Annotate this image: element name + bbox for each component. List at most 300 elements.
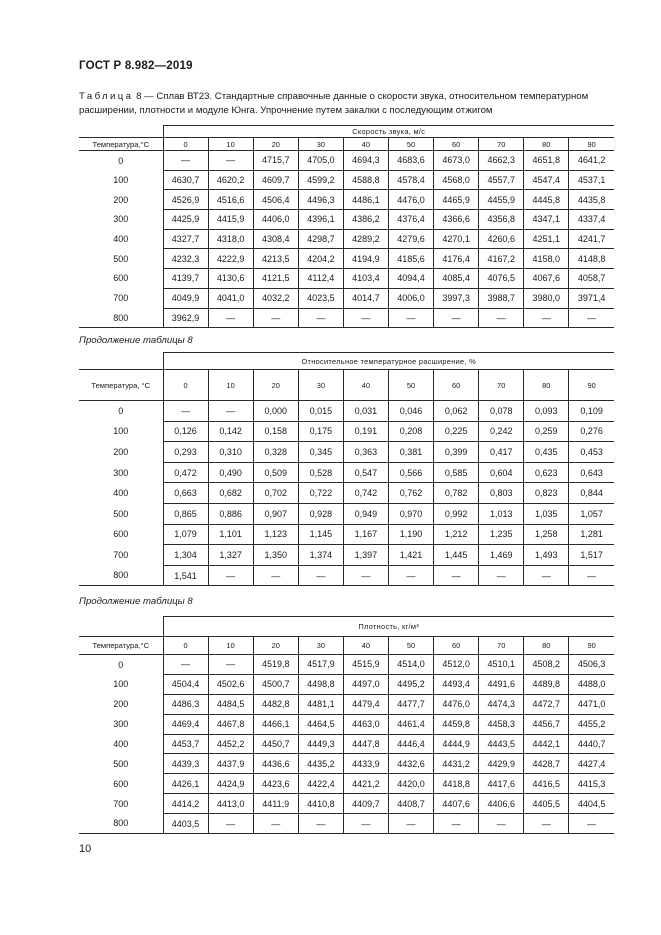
value-cell: 4455,9 [479, 190, 524, 210]
value-cell: 0,604 [479, 462, 524, 483]
value-cell: 1,212 [434, 524, 479, 545]
value-cell: 0,142 [208, 421, 253, 442]
value-cell: 4466,1 [253, 714, 298, 734]
temperature-cell: 600 [79, 269, 163, 289]
value-cell: 4426,1 [163, 774, 208, 794]
value-cell: 4415,9 [208, 210, 253, 230]
value-cell: 4413,0 [208, 794, 253, 814]
column-header: 80 [524, 637, 569, 655]
value-cell: — [388, 308, 433, 328]
value-cell: 4519,8 [253, 655, 298, 675]
value-cell: 4620,2 [208, 170, 253, 190]
column-header: 60 [434, 637, 479, 655]
value-cell: — [298, 814, 343, 834]
table-row [79, 401, 614, 422]
value-cell: 4158,0 [524, 249, 569, 269]
value-cell: 4427,4 [569, 754, 614, 774]
temperature-cell: 300 [79, 714, 163, 734]
table-row [79, 229, 614, 249]
density-table [79, 616, 614, 834]
value-cell: 1,057 [569, 503, 614, 524]
value-cell: 4006,0 [388, 288, 433, 308]
table-row [79, 421, 614, 442]
value-cell: 0,823 [524, 483, 569, 504]
value-cell: — [208, 401, 253, 422]
title-corner-cell [79, 617, 163, 637]
value-cell: — [208, 655, 253, 675]
value-cell: — [208, 814, 253, 834]
value-cell: 4488,0 [569, 674, 614, 694]
column-header: 30 [298, 138, 343, 151]
value-cell: 4167,2 [479, 249, 524, 269]
temperature-cell: 400 [79, 229, 163, 249]
value-cell: 0,328 [253, 442, 298, 463]
value-cell: 1,013 [479, 503, 524, 524]
table-caption [79, 90, 614, 118]
title-corner-cell [79, 353, 163, 370]
value-cell: 4568,0 [434, 170, 479, 190]
value-cell: 4103,4 [343, 269, 388, 289]
column-header: 90 [569, 138, 614, 151]
value-cell: 3988,7 [479, 288, 524, 308]
value-cell: 4049,9 [163, 288, 208, 308]
value-cell: 4482,8 [253, 694, 298, 714]
value-cell: 4023,5 [298, 288, 343, 308]
temperature-cell: 700 [79, 545, 163, 566]
value-cell: 4486,3 [163, 694, 208, 714]
value-cell: 4515,9 [343, 655, 388, 675]
temperature-header: Температура,°С [79, 637, 163, 655]
value-cell: 4405,5 [524, 794, 569, 814]
value-cell: 0,844 [569, 483, 614, 504]
value-cell: — [208, 151, 253, 171]
value-cell: 4408,7 [388, 794, 433, 814]
column-header: 10 [208, 370, 253, 401]
value-cell: 3962,9 [163, 308, 208, 328]
value-cell: 4041,0 [208, 288, 253, 308]
value-cell: 4464,5 [298, 714, 343, 734]
value-cell: 0,762 [388, 483, 433, 504]
table-row [79, 210, 614, 230]
value-cell: 4185,6 [388, 249, 433, 269]
value-cell: 4308,4 [253, 229, 298, 249]
temperature-cell: 400 [79, 483, 163, 504]
value-cell: 0,126 [163, 421, 208, 442]
value-cell: 0,528 [298, 462, 343, 483]
value-cell: 4472,7 [524, 694, 569, 714]
value-cell: 0,453 [569, 442, 614, 463]
value-cell: 4516,6 [208, 190, 253, 210]
value-cell: 0,259 [524, 421, 569, 442]
value-cell: 0,585 [434, 462, 479, 483]
value-cell: 1,035 [524, 503, 569, 524]
value-cell: — [253, 814, 298, 834]
column-header: 10 [208, 138, 253, 151]
value-cell: 1,079 [163, 524, 208, 545]
value-cell: 4578,4 [388, 170, 433, 190]
value-cell: 4423,6 [253, 774, 298, 794]
value-cell: 4409,7 [343, 794, 388, 814]
value-cell: — [569, 814, 614, 834]
temperature-cell: 0 [79, 151, 163, 171]
value-cell: 4439,3 [163, 754, 208, 774]
value-cell: — [253, 308, 298, 328]
value-cell: 0,046 [388, 401, 433, 422]
column-header: 0 [163, 370, 208, 401]
value-cell: 4435,8 [569, 190, 614, 210]
value-cell: 0,509 [253, 462, 298, 483]
sound-speed-table [79, 125, 614, 328]
value-cell: 0,722 [298, 483, 343, 504]
value-cell: 0,782 [434, 483, 479, 504]
table-row [79, 774, 614, 794]
value-cell: 0,928 [298, 503, 343, 524]
table-row [79, 565, 614, 586]
temperature-header: Температура, °С [79, 370, 163, 401]
temperature-cell: 200 [79, 694, 163, 714]
value-cell: 4495,2 [388, 674, 433, 694]
value-cell: 4506,4 [253, 190, 298, 210]
value-cell: 4476,0 [388, 190, 433, 210]
column-header: 30 [298, 637, 343, 655]
table-row [79, 249, 614, 269]
value-cell: 0,547 [343, 462, 388, 483]
value-cell: 4432,6 [388, 754, 433, 774]
value-cell: 1,123 [253, 524, 298, 545]
caption-label: Таблица [79, 91, 134, 102]
value-cell: 4547,4 [524, 170, 569, 190]
value-cell: 4032,2 [253, 288, 298, 308]
value-cell: — [388, 565, 433, 586]
column-header: 70 [479, 370, 524, 401]
value-cell: 4298,7 [298, 229, 343, 249]
value-cell: 0,109 [569, 401, 614, 422]
column-header: 50 [388, 637, 433, 655]
value-cell: 4251,1 [524, 229, 569, 249]
value-cell: 0,399 [434, 442, 479, 463]
value-cell: 4557,7 [479, 170, 524, 190]
value-cell: 4433,9 [343, 754, 388, 774]
temperature-cell: 500 [79, 754, 163, 774]
value-cell: 4443,5 [479, 734, 524, 754]
value-cell: 1,235 [479, 524, 524, 545]
table-row [79, 170, 614, 190]
value-cell: 4526,9 [163, 190, 208, 210]
column-header: 90 [569, 370, 614, 401]
value-cell: 4459,8 [434, 714, 479, 734]
value-cell: 0,078 [479, 401, 524, 422]
value-cell: — [479, 814, 524, 834]
value-cell: 4410,8 [298, 794, 343, 814]
value-cell: 0,623 [524, 462, 569, 483]
value-cell: — [343, 565, 388, 586]
value-cell: 4422,4 [298, 774, 343, 794]
column-header: 40 [343, 138, 388, 151]
value-cell: 1,421 [388, 545, 433, 566]
table-row [79, 674, 614, 694]
continuation-label-1: Продолжение таблицы 8 [79, 335, 193, 346]
temperature-cell: 200 [79, 442, 163, 463]
value-cell: — [343, 814, 388, 834]
temperature-cell: 200 [79, 190, 163, 210]
value-cell: 4407,6 [434, 794, 479, 814]
value-cell: 4449,3 [298, 734, 343, 754]
value-cell: 4496,3 [298, 190, 343, 210]
value-cell: 4148,8 [569, 249, 614, 269]
value-cell: 4424,9 [208, 774, 253, 794]
value-cell: 0,363 [343, 442, 388, 463]
value-cell: — [434, 308, 479, 328]
temperature-cell: 600 [79, 524, 163, 545]
value-cell: 4366,6 [434, 210, 479, 230]
value-cell: — [524, 308, 569, 328]
value-cell: 4651,8 [524, 151, 569, 171]
value-cell: 4130,6 [208, 269, 253, 289]
value-cell: 4241,7 [569, 229, 614, 249]
temperature-cell: 500 [79, 249, 163, 269]
value-cell: 0,803 [479, 483, 524, 504]
table-row [79, 151, 614, 171]
value-cell: — [479, 308, 524, 328]
value-cell: 4428,7 [524, 754, 569, 774]
standard-designation: ГОСТ Р 8.982—2019 [79, 60, 193, 72]
value-cell: 0,949 [343, 503, 388, 524]
column-header: 20 [253, 637, 298, 655]
temperature-cell: 300 [79, 210, 163, 230]
value-cell: 4318,0 [208, 229, 253, 249]
value-cell: 0,175 [298, 421, 343, 442]
value-cell: 4014,7 [343, 288, 388, 308]
value-cell: — [524, 565, 569, 586]
value-cell: 0,093 [524, 401, 569, 422]
value-cell: 4279,6 [388, 229, 433, 249]
page-number: 10 [79, 843, 92, 855]
value-cell: 4537,1 [569, 170, 614, 190]
value-cell: 4510,1 [479, 655, 524, 675]
value-cell: 0,158 [253, 421, 298, 442]
temperature-cell: 800 [79, 565, 163, 586]
value-cell: 4058,7 [569, 269, 614, 289]
value-cell: 4481,1 [298, 694, 343, 714]
value-cell: 0,242 [479, 421, 524, 442]
value-cell: 0,865 [163, 503, 208, 524]
column-header: 70 [479, 637, 524, 655]
temperature-header: Температура,°С [79, 138, 163, 151]
value-cell: 4662,3 [479, 151, 524, 171]
caption-text: 8 — Сплав ВТ23. Стандартные справочные данные о скорости звука, относительном температурном расширении, плотности и модуле Юнга. Упрочнение путем закалки с последующим отжигом [79, 91, 589, 116]
table-row [79, 308, 614, 328]
column-header: 80 [524, 138, 569, 151]
value-cell: 4493,4 [434, 674, 479, 694]
value-cell: — [163, 151, 208, 171]
value-cell: 0,907 [253, 503, 298, 524]
value-cell: 4121,5 [253, 269, 298, 289]
value-cell: 0,191 [343, 421, 388, 442]
value-cell: 4442,1 [524, 734, 569, 754]
value-cell: 4440,7 [569, 734, 614, 754]
value-cell: 4694,3 [343, 151, 388, 171]
value-cell: — [208, 308, 253, 328]
value-cell: 1,190 [388, 524, 433, 545]
column-header: 90 [569, 637, 614, 655]
temperature-cell: 500 [79, 503, 163, 524]
value-cell: — [253, 565, 298, 586]
value-cell: 4641,2 [569, 151, 614, 171]
value-cell: 4445,8 [524, 190, 569, 210]
value-cell: 4437,9 [208, 754, 253, 774]
value-cell: 4673,0 [434, 151, 479, 171]
value-cell: 0,293 [163, 442, 208, 463]
value-cell: 4452,2 [208, 734, 253, 754]
temperature-cell: 400 [79, 734, 163, 754]
value-cell: 4502,6 [208, 674, 253, 694]
value-cell: 4403,5 [163, 814, 208, 834]
value-cell: 0,435 [524, 442, 569, 463]
table-row [79, 754, 614, 774]
value-cell: 1,101 [208, 524, 253, 545]
value-cell: 4474,3 [479, 694, 524, 714]
column-header: 60 [434, 370, 479, 401]
value-cell: 0,992 [434, 503, 479, 524]
value-cell: 4455,2 [569, 714, 614, 734]
temperature-cell: 300 [79, 462, 163, 483]
value-cell: — [569, 565, 614, 586]
temperature-cell: 800 [79, 308, 163, 328]
table-title: Плотность, кг/м³ [163, 617, 614, 637]
value-cell: 4471,0 [569, 694, 614, 714]
value-cell: 4396,1 [298, 210, 343, 230]
column-header: 40 [343, 637, 388, 655]
value-cell: 4514,0 [388, 655, 433, 675]
temperature-cell: 100 [79, 421, 163, 442]
value-cell: 4446,4 [388, 734, 433, 754]
value-cell: 4204,2 [298, 249, 343, 269]
title-corner-cell [79, 126, 163, 138]
value-cell: 0,490 [208, 462, 253, 483]
value-cell: — [343, 308, 388, 328]
value-cell: 4139,7 [163, 269, 208, 289]
column-header: 60 [434, 138, 479, 151]
value-cell: 4270,1 [434, 229, 479, 249]
value-cell: 0,345 [298, 442, 343, 463]
value-cell: 4630,7 [163, 170, 208, 190]
value-cell: 0,702 [253, 483, 298, 504]
temperature-cell: 100 [79, 674, 163, 694]
value-cell: 4465,9 [434, 190, 479, 210]
value-cell: 4094,4 [388, 269, 433, 289]
value-cell: 4500,7 [253, 674, 298, 694]
value-cell: 4417,6 [479, 774, 524, 794]
value-cell: 1,167 [343, 524, 388, 545]
value-cell: 0,000 [253, 401, 298, 422]
table-row [79, 524, 614, 545]
value-cell: 0,682 [208, 483, 253, 504]
value-cell: 4421,2 [343, 774, 388, 794]
value-cell: 4476,0 [434, 694, 479, 714]
value-cell: 1,541 [163, 565, 208, 586]
table-row [79, 288, 614, 308]
value-cell: — [298, 565, 343, 586]
temperature-cell: 800 [79, 814, 163, 834]
value-cell: 4429,9 [479, 754, 524, 774]
column-header: 50 [388, 370, 433, 401]
value-cell: 3997,3 [434, 288, 479, 308]
value-cell: 4076,5 [479, 269, 524, 289]
column-header: 20 [253, 138, 298, 151]
column-header: 80 [524, 370, 569, 401]
value-cell: 4386,2 [343, 210, 388, 230]
value-cell: 1,397 [343, 545, 388, 566]
value-cell: — [524, 814, 569, 834]
value-cell: 4497,0 [343, 674, 388, 694]
table-row [79, 655, 614, 675]
value-cell: 1,327 [208, 545, 253, 566]
value-cell: 4477,7 [388, 694, 433, 714]
table-row [79, 734, 614, 754]
thermal-expansion-table [79, 352, 614, 586]
value-cell: 0,276 [569, 421, 614, 442]
value-cell: — [434, 814, 479, 834]
value-cell: 4411,9 [253, 794, 298, 814]
value-cell: 4517,9 [298, 655, 343, 675]
value-cell: 0,566 [388, 462, 433, 483]
value-cell: 4327,7 [163, 229, 208, 249]
value-cell: 4289,2 [343, 229, 388, 249]
column-header: 70 [479, 138, 524, 151]
value-cell: 1,258 [524, 524, 569, 545]
table-row [79, 814, 614, 834]
value-cell: 0,886 [208, 503, 253, 524]
value-cell: 4512,0 [434, 655, 479, 675]
value-cell: — [388, 814, 433, 834]
value-cell: 0,381 [388, 442, 433, 463]
value-cell: 0,208 [388, 421, 433, 442]
value-cell: 0,225 [434, 421, 479, 442]
value-cell: 4232,3 [163, 249, 208, 269]
column-header: 0 [163, 637, 208, 655]
value-cell: 4491,6 [479, 674, 524, 694]
value-cell: — [163, 401, 208, 422]
temperature-cell: 700 [79, 794, 163, 814]
table-row [79, 483, 614, 504]
value-cell: — [434, 565, 479, 586]
table-row [79, 269, 614, 289]
table-row [79, 794, 614, 814]
value-cell: 4222,9 [208, 249, 253, 269]
value-cell: 0,015 [298, 401, 343, 422]
value-cell: 3971,4 [569, 288, 614, 308]
value-cell: 4683,6 [388, 151, 433, 171]
value-cell: 4406,0 [253, 210, 298, 230]
value-cell: 4356,8 [479, 210, 524, 230]
value-cell: 4067,6 [524, 269, 569, 289]
table-row [79, 442, 614, 463]
value-cell: 0,031 [343, 401, 388, 422]
value-cell: 4609,7 [253, 170, 298, 190]
value-cell: 1,145 [298, 524, 343, 545]
value-cell: — [208, 565, 253, 586]
value-cell: 4479,4 [343, 694, 388, 714]
value-cell: 4469,4 [163, 714, 208, 734]
value-cell: 4416,5 [524, 774, 569, 794]
value-cell: 4418,8 [434, 774, 479, 794]
value-cell: 4450,7 [253, 734, 298, 754]
temperature-cell: 0 [79, 401, 163, 422]
value-cell: 0,062 [434, 401, 479, 422]
value-cell: — [163, 655, 208, 675]
column-header: 10 [208, 637, 253, 655]
value-cell: 4406,6 [479, 794, 524, 814]
